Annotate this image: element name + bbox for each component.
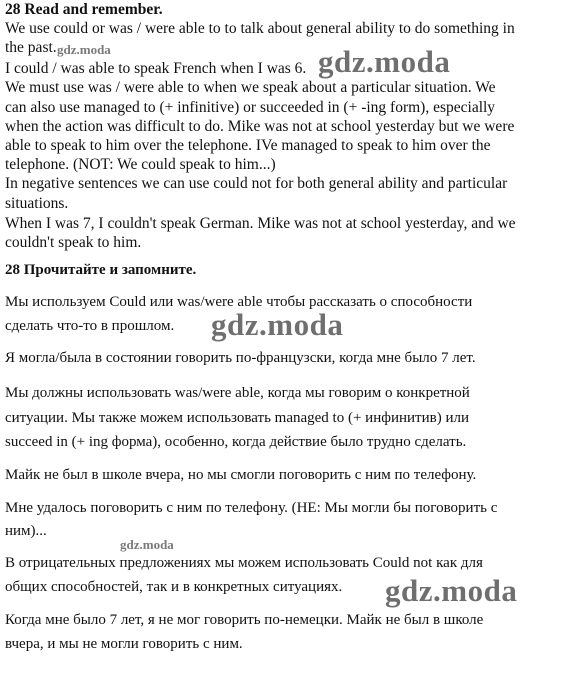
en-line: the past. <box>5 39 57 56</box>
en-line: couldn't speak to him. <box>5 234 142 251</box>
watermark-logo: gdz.moda <box>57 42 111 57</box>
en-line: When I was 7, I couldn't speak German. Mike was not at school yesterday, and we <box>5 215 516 232</box>
ru-line: ситуации. Мы также можем использовать managed to (+ инфинитив) или <box>5 410 469 426</box>
watermark-logo: gdz.moda <box>211 307 344 342</box>
en-line: I could / was able to speak French when I was 6. <box>5 60 307 77</box>
ru-line: Когда мне было 7 лет, я не мог говорить по-немецки. Майк не был в школе <box>5 612 484 628</box>
ru-line: Мне удалось поговорить с ним по телефону. (НЕ: Мы могли бы поговорить с <box>5 500 498 516</box>
en-line: when the action was difficult to do. Mike was not at school yesterday but we were <box>5 118 515 135</box>
watermark-logo: gdz.moda <box>120 537 174 552</box>
en-line: In negative sentences we can use could not for both general ability and particular <box>5 175 508 192</box>
en-line: We use could or was / were able to to talk about general ability to do something in <box>5 20 515 37</box>
en-line: can also use managed to (+ infinitive) or succeeded in (+ -ing form), especially <box>5 99 496 116</box>
watermark-logo: gdz.moda <box>318 44 451 79</box>
ru-line: Майк не был в школе вчера, но мы смогли поговорить с ним по телефону. <box>5 467 477 483</box>
watermark-logo: gdz.moda <box>385 573 518 608</box>
ru-line: В отрицательных предложениях мы можем использовать Could not как для <box>5 555 483 571</box>
en-line: telephone. (NOT: We could speak to him...) <box>5 156 276 173</box>
ru-line: succeed in (+ ing форма), особенно, когда действие было трудно сделать. <box>5 434 467 450</box>
en-line: able to speak to him over the telephone. IVe managed to speak to him over the <box>5 137 491 154</box>
en-line: situations. <box>5 195 69 212</box>
ru-line: вчера, и мы не могли говорить с ним. <box>5 636 243 652</box>
en-line: We must use was / were able to when we speak about a particular situation. We <box>5 79 496 96</box>
ru-line: Мы используем Could или was/were able чтобы рассказать о способности <box>5 294 473 310</box>
ru-line: сделать что-то в прошлом. <box>5 318 175 334</box>
ru-heading: 28 Прочитайте и запомните. <box>5 262 197 278</box>
ru-line: Мы должны использовать was/were able, когда мы говорим о конкретной <box>5 385 470 401</box>
en-heading: 28 Read and remember. <box>5 1 163 18</box>
ru-line: Я могла/была в состоянии говорить по-французски, когда мне было 7 лет. <box>5 350 476 366</box>
ru-line: общих способностей, так и в конкретных ситуациях. <box>5 579 343 595</box>
ru-line: ним)... <box>5 523 47 539</box>
